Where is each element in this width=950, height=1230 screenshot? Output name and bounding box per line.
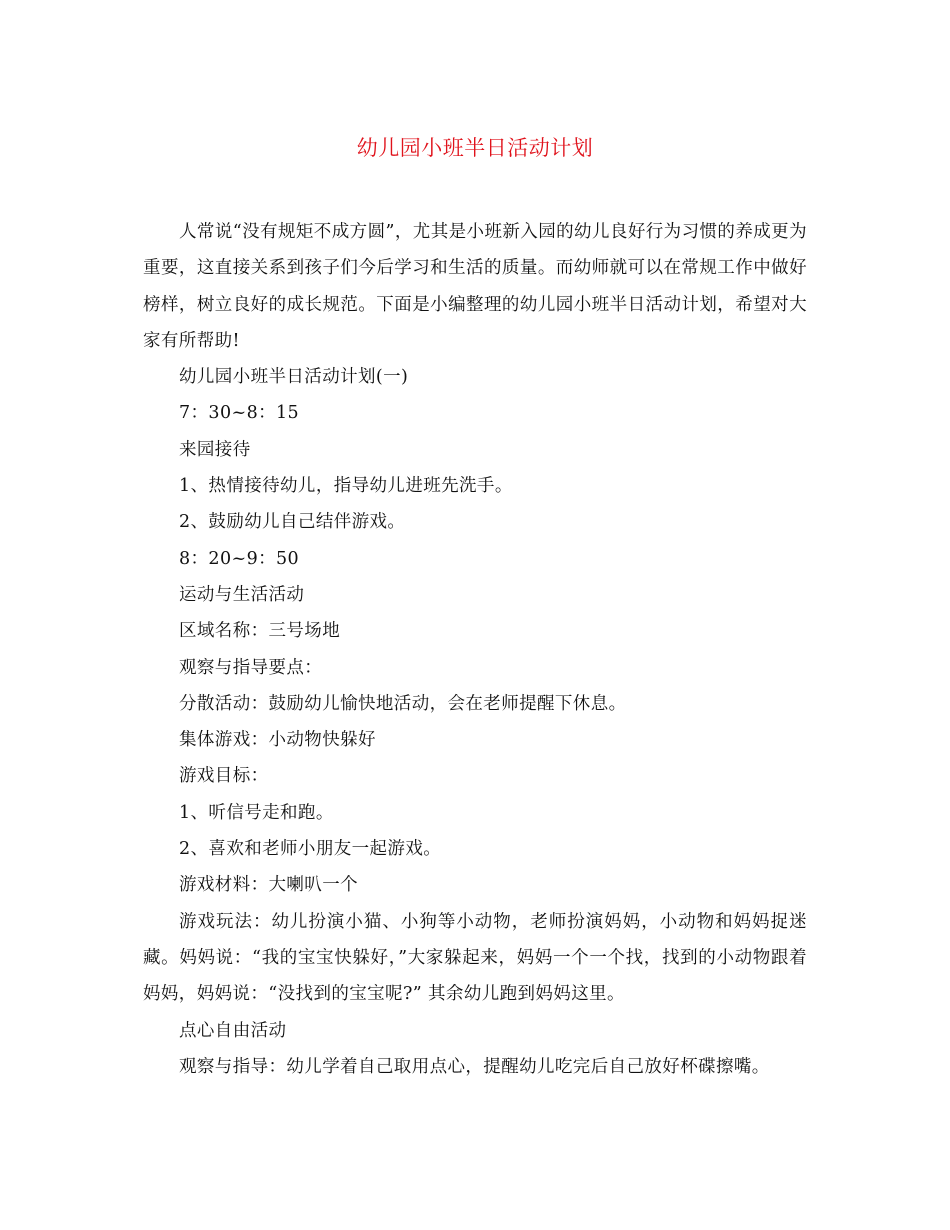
game-name: 集体游戏：小动物快躲好 [179,730,376,751]
document-title: 幼儿园小班半日活动计划 [356,136,594,160]
document-body [143,214,807,1085]
list-item: 2、喜欢和老师小朋友一起游戏。 [179,839,442,860]
paragraph: 观察与指导：幼儿学着自己取用点心，提醒幼儿吃完后自己放好杯碟擦嘴。 [179,1056,770,1077]
area-name: 区域名称：三号场地 [179,621,341,642]
paragraph: 分散活动：鼓励幼儿愉快地活动，会在老师提醒下休息。 [179,693,627,714]
game-goals-heading: 游戏目标： [179,766,269,787]
list-item: 1、听信号走和跑。 [179,802,334,823]
activity-heading: 运动与生活活动 [179,584,305,605]
intro-paragraph: 人常说“没有规矩不成方圆”，尤其是小班新入园的幼儿良好行为习惯的养成更为重要，这直接关系到孩子们今后学习和生活的质量。而幼师就可以在常规工作中做好榜样，树立良好的成长规范。下面是小编整理的幼儿园小班半日活动计划，希望对大家有所帮助! [143,222,807,351]
activity-heading: 来园接待 [179,439,251,460]
list-item: 2、鼓励幼儿自己结伴游戏。 [179,512,406,533]
game-rules-paragraph: 游戏玩法：幼儿扮演小猫、小狗等小动物，老师扮演妈妈，小动物和妈妈捉迷藏。妈妈说：“我的宝宝快躲好，”大家躲起来，妈妈一个一个找，找到的小动物跟着妈妈，妈妈说：“没找到的宝宝呢?” 其余幼儿跑到妈妈这里。 [143,911,807,1005]
game-materials: 游戏材料：大喇叭一个 [179,875,358,896]
list-item: 1、热情接待幼儿，指导幼儿进班先洗手。 [179,476,513,497]
time-slot: 7：30~8：15 [179,403,300,424]
section-heading: 幼儿园小班半日活动计划(一) [179,367,409,388]
time-slot: 8：20~9：50 [179,548,300,569]
activity-heading: 点心自由活动 [179,1020,287,1041]
guidance-heading: 观察与指导要点： [179,657,323,678]
